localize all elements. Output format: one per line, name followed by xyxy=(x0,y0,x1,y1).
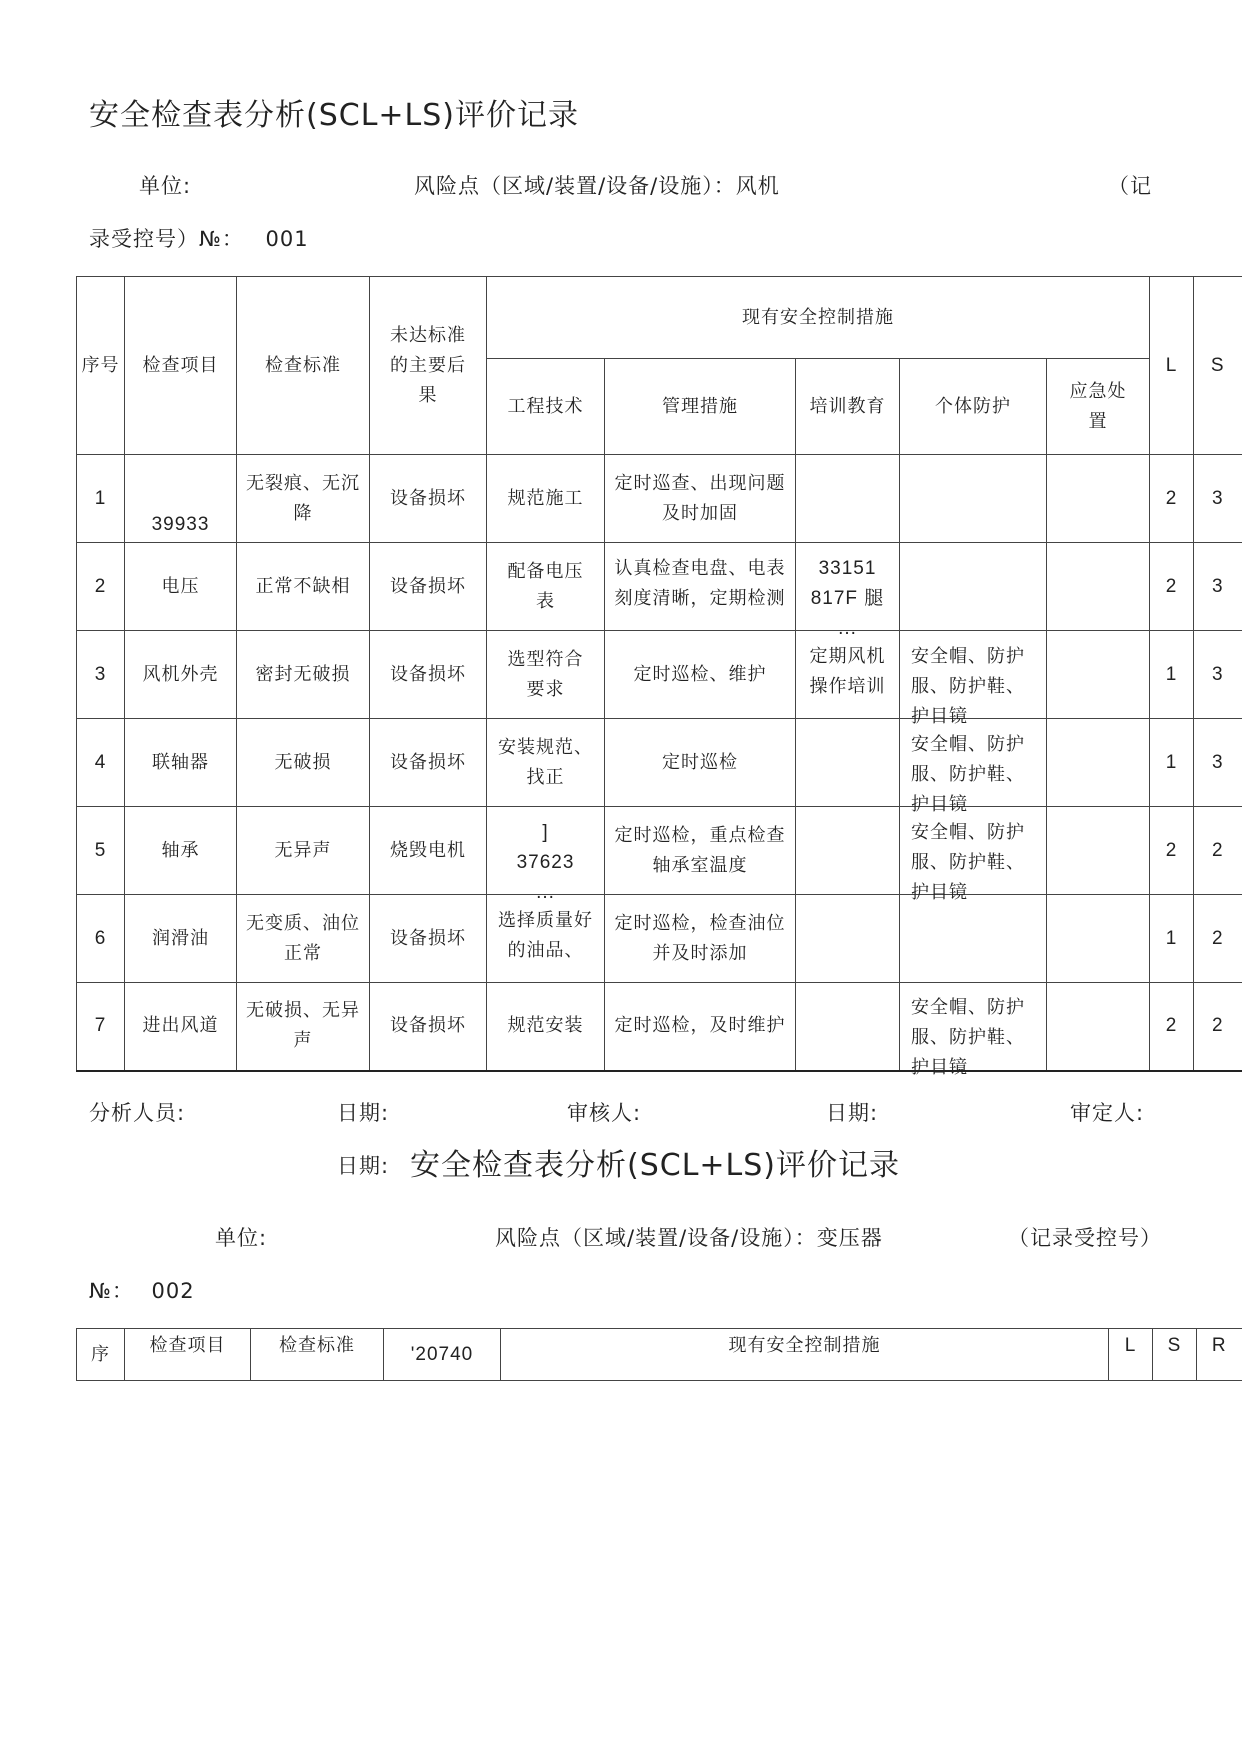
doc2-title: 安全检查表分析(SCL+LS)评价记录 xyxy=(410,1148,901,1183)
doc2-record-number: 002 xyxy=(151,1279,195,1303)
row-management xyxy=(605,807,796,895)
footer-date2: 日期: xyxy=(826,1101,879,1125)
doc2-unit-label: 单位: xyxy=(215,1226,268,1250)
row-management-text: 认真检查电盘、电表刻度清晰，定期检测 xyxy=(614,557,786,609)
row-standard-text: 无裂痕、无沉降 xyxy=(246,472,360,524)
table-row xyxy=(77,455,1242,543)
header-standard: 检查标准 xyxy=(237,277,370,455)
row-engineering: 规范施工 xyxy=(487,455,605,543)
row-l: 2 xyxy=(1150,807,1194,895)
row-management-text: 定时巡检，检查油位并及时添加 xyxy=(614,912,786,964)
doc2-record-line xyxy=(89,1275,195,1305)
row-ppe-text: 安全帽、防护服、防护鞋、护目镜 xyxy=(911,645,1025,727)
row-s: 3 xyxy=(1194,719,1242,807)
row-ppe-text: 安全帽、防护服、防护鞋、护目镜 xyxy=(911,997,1025,1079)
header-l: L xyxy=(1150,277,1194,455)
table-row xyxy=(77,543,1242,631)
row-engineering xyxy=(487,807,605,903)
row-engineering xyxy=(487,631,605,719)
header-measures: 现有安全控制措施 xyxy=(487,277,1150,359)
row-standard xyxy=(237,895,370,983)
row-standard: 正常不缺相 xyxy=(237,543,370,631)
row-seq: 6 xyxy=(77,895,125,983)
header-emergency: 应急处置 xyxy=(1047,359,1150,455)
row-training xyxy=(796,719,900,807)
footer-approver: 审定人: xyxy=(1070,1101,1145,1125)
row-standard: 无破损 xyxy=(237,719,370,807)
row-l: 1 xyxy=(1150,895,1194,983)
footer-analyst: 分析人员: xyxy=(89,1101,186,1125)
row-item: 进出风道 xyxy=(125,983,237,1071)
doc2-header-consequence: '20740 xyxy=(384,1329,501,1381)
table-row xyxy=(77,895,1242,983)
table-row xyxy=(77,807,1242,895)
row-consequence: 设备损坏 xyxy=(370,719,487,807)
doc1-record-label-a: （记 xyxy=(1108,174,1152,198)
row-engineering xyxy=(487,543,605,631)
doc2-header-standard: 检查标准 xyxy=(251,1329,384,1381)
doc1-record-number: 001 xyxy=(265,227,309,251)
row-management-text: 定时巡检，重点检查轴承室温度 xyxy=(614,824,786,876)
row-ppe xyxy=(900,895,1047,983)
doc1-unit-label: 单位: xyxy=(139,174,192,198)
doc1-risk-label: 风险点（区域/装置/设备/设施）：风机 xyxy=(414,174,780,198)
row-ppe-text: 安全帽、防护服、防护鞋、护目镜 xyxy=(911,821,1025,903)
row-emergency xyxy=(1047,719,1150,807)
doc2-record-label: （记录受控号） xyxy=(1008,1226,1162,1250)
row-consequence: 设备损坏 xyxy=(370,631,487,719)
header-item: 检查项目 xyxy=(125,277,237,455)
row-s: 3 xyxy=(1194,543,1242,631)
row-management-text: 定时巡检，及时维护 xyxy=(614,1015,786,1037)
row-engineering xyxy=(487,895,605,983)
row-item-text: 39933 xyxy=(151,514,210,535)
row-item: 联轴器 xyxy=(125,719,237,807)
row-ppe xyxy=(900,631,1047,727)
header-consequence: 未达标准的主要后果 xyxy=(370,277,487,455)
doc2-header-l: L xyxy=(1109,1329,1153,1381)
doc1-record-label-text: 录受控号）№： xyxy=(89,227,244,251)
row-s: 2 xyxy=(1194,895,1242,983)
row-engineering-text: ] 37623 ... xyxy=(516,821,575,903)
row-item: 风机外壳 xyxy=(125,631,237,719)
header-ppe: 个体防护 xyxy=(900,359,1047,455)
row-training xyxy=(796,543,900,639)
row-seq: 5 xyxy=(77,807,125,895)
row-s: 3 xyxy=(1194,631,1242,719)
row-s: 2 xyxy=(1194,983,1242,1071)
row-engineering-text: 选择质量好的油品、 xyxy=(498,909,593,961)
row-ppe xyxy=(900,983,1047,1079)
row-s: 2 xyxy=(1194,807,1242,895)
doc2-header-item: 检查项目 xyxy=(125,1329,251,1381)
row-emergency xyxy=(1047,807,1150,895)
row-consequence: 烧毁电机 xyxy=(370,807,487,895)
row-engineering-text: 安装规范、找正 xyxy=(498,736,593,788)
doc1-record-label-b xyxy=(89,223,309,253)
doc2-header-s: S xyxy=(1153,1329,1197,1381)
row-training xyxy=(796,455,900,543)
row-standard xyxy=(237,983,370,1071)
row-s: 3 xyxy=(1194,455,1242,543)
row-consequence: 设备损坏 xyxy=(370,895,487,983)
row-engineering xyxy=(487,719,605,807)
row-training xyxy=(796,983,900,1071)
row-seq: 4 xyxy=(77,719,125,807)
row-training-text: 33151 817F 腿 ... xyxy=(810,557,885,639)
row-item: 电压 xyxy=(125,543,237,631)
doc2-header-seq: 序 xyxy=(77,1329,125,1381)
doc2-record-no-label: №： xyxy=(89,1279,134,1303)
row-ppe xyxy=(900,719,1047,815)
row-seq: 1 xyxy=(77,455,125,543)
row-standard-text: 无破损、无异声 xyxy=(246,1000,360,1052)
row-standard: 密封无破损 xyxy=(237,631,370,719)
row-ppe-text: 安全帽、防护服、防护鞋、护目镜 xyxy=(911,733,1025,815)
footer-date3: 日期: xyxy=(337,1154,390,1178)
row-ppe xyxy=(900,455,1047,543)
row-emergency xyxy=(1047,455,1150,543)
row-item: 润滑油 xyxy=(125,895,237,983)
table-row xyxy=(77,719,1242,807)
row-training xyxy=(796,631,900,719)
row-engineering: 规范安装 xyxy=(487,983,605,1071)
row-l: 1 xyxy=(1150,631,1194,719)
header-seq: 序号 xyxy=(77,277,125,455)
row-item: 轴承 xyxy=(125,807,237,895)
doc2-table xyxy=(76,1328,1242,1381)
row-management xyxy=(605,455,796,543)
footer-date1: 日期: xyxy=(337,1101,390,1125)
row-training xyxy=(796,807,900,895)
row-management: 定时巡检 xyxy=(605,719,796,807)
row-consequence: 设备损坏 xyxy=(370,455,487,543)
table-row xyxy=(77,983,1242,1071)
row-standard xyxy=(237,455,370,543)
row-l: 2 xyxy=(1150,983,1194,1071)
header-engineering: 工程技术 xyxy=(487,359,605,455)
row-training xyxy=(796,895,900,983)
doc1-table xyxy=(76,276,1242,1079)
row-training-text: 定期风机操作培训 xyxy=(809,645,886,697)
row-emergency xyxy=(1047,983,1150,1071)
row-ppe xyxy=(900,807,1047,903)
row-consequence: 设备损坏 xyxy=(370,543,487,631)
row-management: 定时巡检、维护 xyxy=(605,631,796,719)
row-standard-text: 无变质、油位正常 xyxy=(246,912,360,964)
row-item xyxy=(125,455,237,543)
row-consequence: 设备损坏 xyxy=(370,983,487,1071)
row-emergency xyxy=(1047,631,1150,719)
row-engineering-text: 配备电压表 xyxy=(507,560,584,612)
row-engineering-text: 选型符合要求 xyxy=(507,648,584,700)
row-emergency xyxy=(1047,543,1150,631)
row-seq: 7 xyxy=(77,983,125,1071)
row-l: 2 xyxy=(1150,455,1194,543)
row-l: 2 xyxy=(1150,543,1194,631)
row-seq: 2 xyxy=(77,543,125,631)
row-management xyxy=(605,895,796,983)
header-management: 管理措施 xyxy=(605,359,796,455)
header-s: S xyxy=(1194,277,1242,455)
row-ppe xyxy=(900,543,1047,631)
footer-reviewer: 审核人: xyxy=(567,1101,642,1125)
doc2-header-r: R xyxy=(1197,1329,1242,1381)
doc1-title: 安全检查表分析(SCL+LS)评价记录 xyxy=(89,98,580,133)
doc2-header-measures: 现有安全控制措施 xyxy=(501,1329,1109,1381)
row-standard: 无异声 xyxy=(237,807,370,895)
row-management-text: 定时巡查、出现问题及时加固 xyxy=(614,472,786,524)
header-training: 培训教育 xyxy=(796,359,900,455)
table-row xyxy=(77,631,1242,719)
row-emergency xyxy=(1047,895,1150,983)
row-seq: 3 xyxy=(77,631,125,719)
doc2-risk-label: 风险点（区域/装置/设备/设施）：变压器 xyxy=(495,1226,883,1250)
row-management xyxy=(605,983,796,1071)
row-management xyxy=(605,543,796,631)
row-l: 1 xyxy=(1150,719,1194,807)
